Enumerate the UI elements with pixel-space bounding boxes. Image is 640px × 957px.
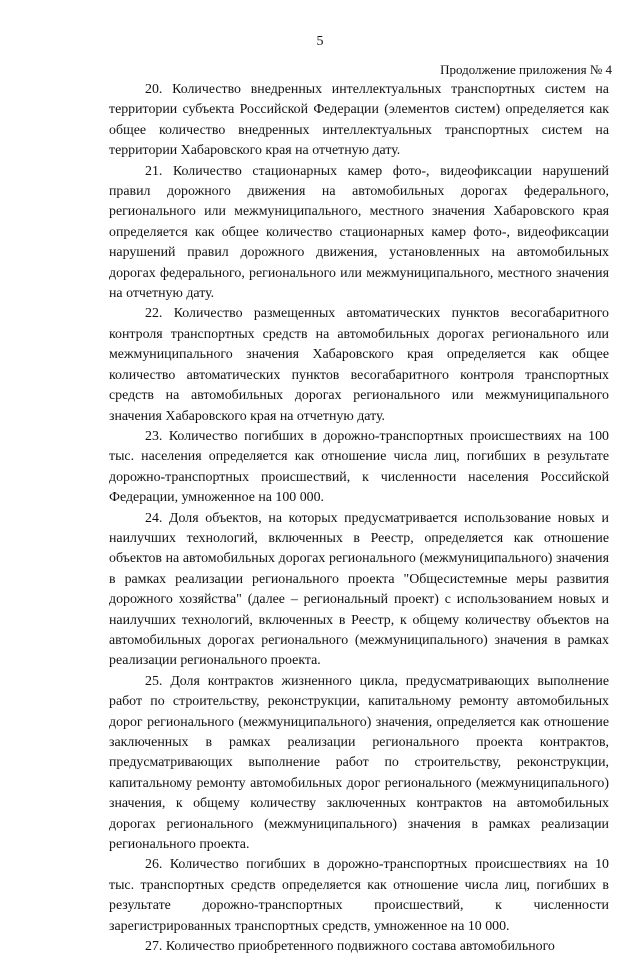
paragraph-text: Количество приобретенного подвижного состава автомобильного [165,939,555,955]
paragraph-text: Количество погибших в дорожно-транспортных происшествиях на 100 тыс. населения определяется как отношение числа лиц, погибших в результате дорожно-транспортных происшествий, к численности населения Российской Федерации, умноженное на 100 000. [109,428,609,506]
paragraph-21 [109,162,609,305]
document-body [109,80,609,957]
paragraph-text: Количество размещенных автоматических пунктов весогабаритного контроля транспортных средств на автомобильных дорогах регионального или межмуниципального значения Хабаровского края определяется как общее количество автоматических пунктов весогабаритного контроля транспортных средств на автомобильных дорогах регионального или межмуниципального значения Хабаровского края на отчетную дату. [109,306,609,424]
paragraph-text: Доля контрактов жизненного цикла, предусматривающих выполнение работ по строительству, реконструкции, капитальному ремонту автомобильных дорог регионального (межмуниципального) значения, определяется как отношение заключенных в рамках реализации регионального проекта контрактов, предусматривающих выполнение работ по строительству, реконструкции, капитальному ремонту автомобильных дорог регионального (межмуниципального) значения, к общему количеству заключенных контрактов на автомобильных дорогах регионального (межмуниципального) значения в рамках реализации регионального проекта. [109,673,609,853]
page-number: 5 [316,34,324,49]
paragraph-number: 22. [145,306,163,322]
paragraph-20 [109,80,609,162]
paragraph-26 [109,855,609,937]
paragraph-number: 25. [145,673,163,689]
paragraph-23 [109,427,609,509]
paragraph-text: Количество погибших в дорожно-транспортных происшествиях на 10 тыс. транспортных средств определяется как отношение числа лиц, погибших в результате дорожно-транспортных происшествий, к численности зарегистрированных транспортных средств, умноженное на 10 000. [109,857,609,934]
paragraph-number: 27. [145,939,163,955]
paragraph-24 [109,509,609,672]
paragraph-text: Доля объектов, на которых предусматривается использование новых и наилучших технологий, включенных в Реестр, определяется как отношение объектов на автомобильных дорогах регионального (межмуниципального) значения в рамках реализации регионального проекта "Общесистемные меры развития дорожного хозяйства" (далее – региональный проект) с использованием новых и наилучших технологий, включенных в Реестр, к общему количеству объектов на автомобильных дорогах регионального (межмуниципального) значения в рамках реализации регионального проекта. [109,510,609,669]
paragraph-number: 20. [145,82,163,97]
paragraph-number: 24. [145,510,163,526]
paragraph-number: 23. [145,428,163,444]
appendix-continuation-note: Продолжение приложения № 4 [440,62,612,77]
paragraph-number: 26. [145,857,163,873]
paragraph-22 [109,304,609,426]
paragraph-25 [109,672,609,856]
paragraph-text: Количество внедренных интеллектуальных транспортных систем на территории субъекта Российской Федерации (элементов систем) определяется как общее количество внедренных интеллектуальных транспортных систем на территории Хабаровского края на отчетную дату. [109,82,609,159]
paragraph-number: 21. [145,163,163,179]
paragraph-text: Количество стационарных камер фото-, видеофиксации нарушений правил дорожного движения на автомобильных дорогах федерального, регионального или межмуниципального, местного значения Хабаровского края определяется как общее количество стационарных камер фото-, видеофиксации нарушений правил дорожного движения, установленных на автомобильных дорогах федерального, регионального или межмуниципального, местного значения на отчетную дату. [109,163,609,302]
paragraph-27 [109,937,609,957]
